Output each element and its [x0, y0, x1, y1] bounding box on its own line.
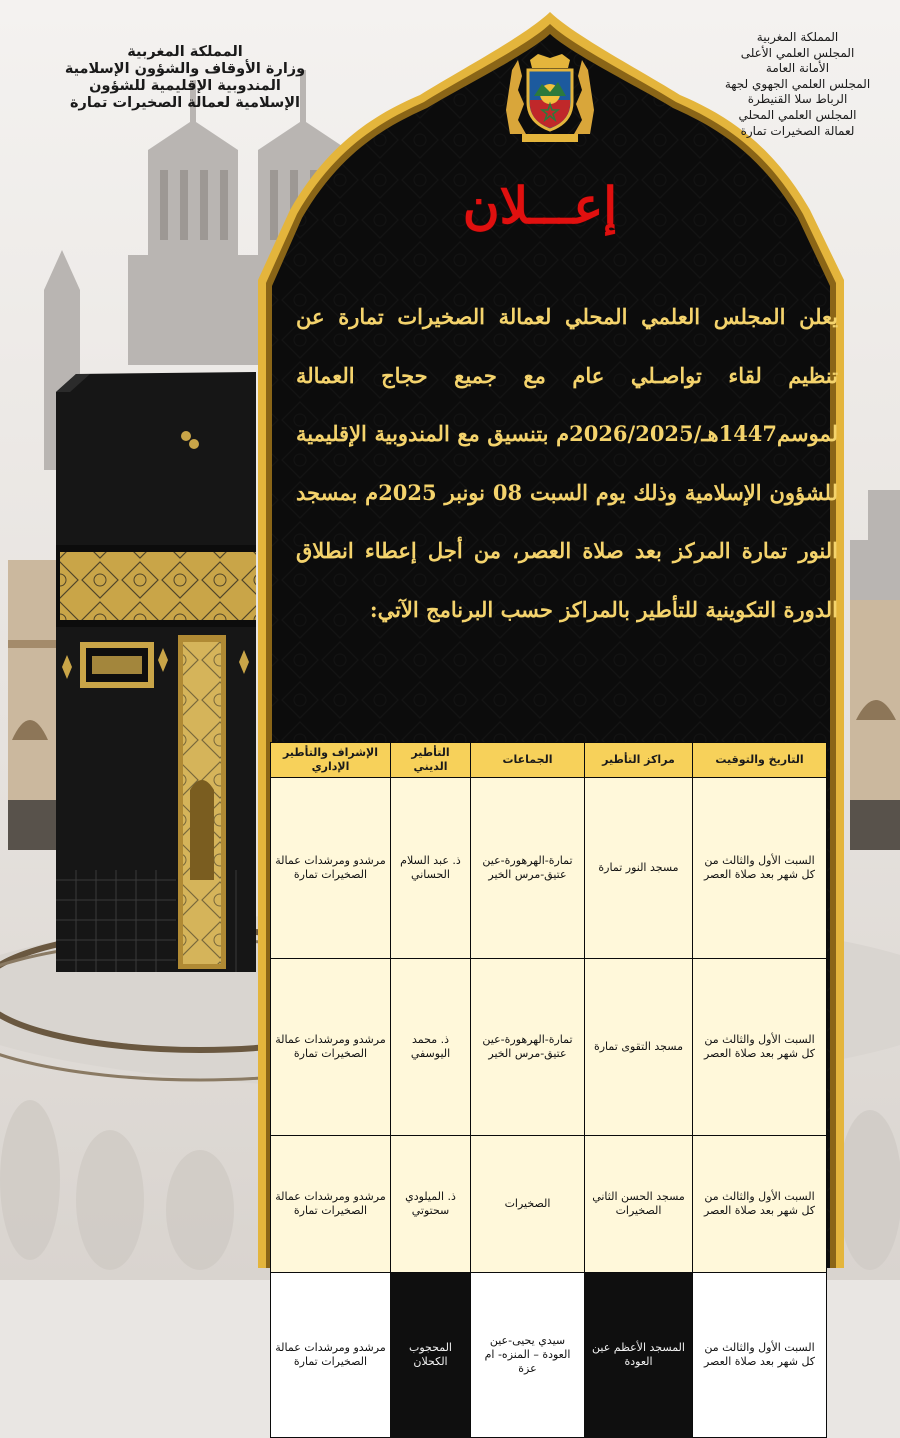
table-cell: المسجد الأعظم عين العودة [585, 1272, 693, 1437]
table-row [271, 778, 827, 959]
header-left-line: المندوبية الإقليمية للشؤون [89, 78, 281, 94]
schedule-table [270, 742, 827, 1438]
table-cell: ذ. محمد اليوسفي [391, 958, 471, 1135]
table-cell: مرشدو ومرشدات عمالة الصخيرات تمارة [271, 1135, 391, 1272]
table-cell: السبت الأول والثالث من كل شهر بعد صلاة العصر [693, 1135, 827, 1272]
column-header: مراكز التأطير [585, 743, 693, 778]
table-cell: مرشدو ومرشدات عمالة الصخيرات تمارة [271, 778, 391, 959]
header-left-line: الإسلامية لعمالة الصخيرات تمارة [69, 95, 301, 111]
table-cell: تمارة-الهرهورة-عين عتيق-مرس الخير [471, 958, 585, 1135]
header-right-line: المجلس العلمي المحلي [738, 107, 857, 122]
table-cell: مسجد النور تمارة [585, 778, 693, 959]
table-cell: ذ. عبد السلام الحساني [391, 778, 471, 959]
table-cell: السبت الأول والثالث من كل شهر بعد صلاة العصر [693, 1272, 827, 1437]
table-cell: السبت الأول والثالث من كل شهر بعد صلاة العصر [693, 778, 827, 959]
announcement-body: يعلن المجلس العلمي المحلي لعمالة الصخيرات تمارة عن تنظيم لقاء تواصـلي عام مع جميع حجاج العمالة لموسم1447هـ/2026/2025م بتنسيق مع المندوبية الإقليمية للشؤون الإسلامية وذلك يوم السبت 08 نونبر 2025م بمسجد النور تمارة المركز بعد صلاة العصر، من أجل إعطاء انطلاق الدورة التكوينية للتأطير بالمراكز حسب البرنامج الآتي: [296, 304, 838, 622]
header-left-line: المملكة المغربية [127, 44, 243, 60]
header-right-line: المجلس العلمي الأعلى [740, 45, 855, 60]
table-cell: السبت الأول والثالث من كل شهر بعد صلاة العصر [693, 958, 827, 1135]
header-right-line: الأمانة العامة [765, 61, 830, 76]
header-right-line: الرباط سلا القنيطرة [747, 92, 848, 107]
morocco-coat-of-arms-icon [498, 50, 602, 146]
table-cell: مرشدو ومرشدات عمالة الصخيرات تمارة [271, 958, 391, 1135]
header-left [40, 44, 330, 112]
header-right-line: المجلس العلمي الجهوي لجهة [724, 76, 871, 91]
announcement-title: إعـــلان [462, 176, 618, 235]
table-row [271, 958, 827, 1135]
table-cell: مسجد التقوى تمارة [585, 958, 693, 1135]
header-right-line: لعمالة الصخيرات تمارة [740, 123, 855, 138]
column-header: التأطير الديني [391, 743, 471, 778]
header-right-line: المملكة المغربية [756, 30, 839, 44]
table-cell: تمارة-الهرهورة-عين عتيق-مرس الخير [471, 778, 585, 959]
kaaba-illustration [56, 372, 256, 972]
header-right [700, 30, 895, 139]
table-header-row [271, 743, 827, 778]
table-cell: المحجوب الكحلان [391, 1272, 471, 1437]
table-cell: ذ. الميلودي سحتوتي [391, 1135, 471, 1272]
table-row [271, 1272, 827, 1437]
table-cell: مرشدو ومرشدات عمالة الصخيرات تمارة [271, 1272, 391, 1437]
header-left-line: وزارة الأوقاف والشؤون الإسلامية [64, 61, 306, 77]
column-header: الجماعات [471, 743, 585, 778]
table-row [271, 1135, 827, 1272]
column-header: الإشراف والتأطير الإداري [271, 743, 391, 778]
column-header: التاريخ والتوقيت [693, 743, 827, 778]
table-cell: سيدي يحيى-عين العودة – المنزه- ام عزة [471, 1272, 585, 1437]
table-cell: مسجد الحسن الثاني الصخيرات [585, 1135, 693, 1272]
table-cell: الصخيرات [471, 1135, 585, 1272]
